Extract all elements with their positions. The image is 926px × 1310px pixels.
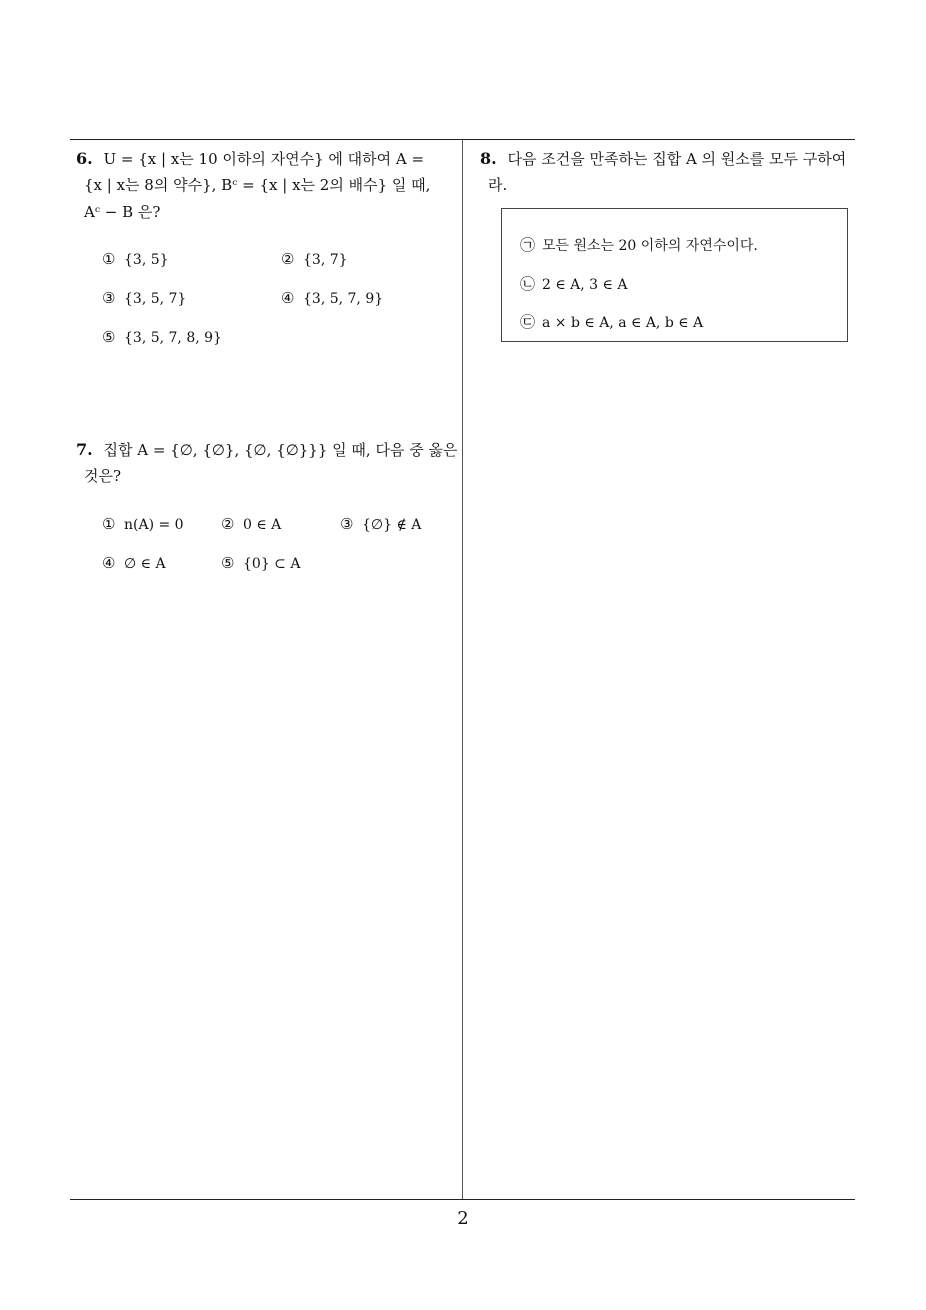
choice-text: {3, 7} [303, 252, 348, 268]
condition-1 [520, 234, 758, 255]
column-divider [462, 139, 463, 1200]
q7-choice-4[interactable] [102, 554, 166, 572]
condition-text: 2 ∈ A, 3 ∈ A [542, 277, 628, 293]
question-number: 8. [480, 149, 497, 168]
choice-number: ② [221, 515, 235, 533]
choice-text: {0} ⊂ A [243, 556, 301, 572]
question-text: U = {x | x는 10 이하의 자연수} 에 대하여 A = [103, 150, 425, 168]
q6-choice-4[interactable] [281, 289, 383, 307]
choice-text: 0 ∈ A [243, 517, 282, 533]
question-6-line-2: {x | x는 8의 약수}, Bᶜ = {x | x는 2의 배수} 일 때, [84, 176, 431, 194]
question-7 [76, 436, 456, 490]
q7-choice-3[interactable] [340, 515, 421, 533]
question-text: 다음 조건을 만족하는 집합 A 의 원소를 모두 구하여 [507, 150, 847, 168]
choice-text: ∅ ∈ A [124, 556, 166, 572]
choice-text: {∅} ∉ A [362, 517, 422, 533]
q6-choice-3[interactable] [102, 289, 186, 307]
question-6 [76, 145, 456, 226]
choice-text: n(A) = 0 [124, 517, 184, 533]
q7-choice-2[interactable] [221, 515, 281, 533]
question-8-line-2: 라. [488, 176, 508, 194]
q6-choice-5[interactable] [102, 328, 222, 346]
question-number: 7. [76, 440, 93, 459]
condition-mark: ㉠ [520, 236, 536, 254]
choice-text: {3, 5, 7, 8, 9} [124, 330, 222, 346]
condition-2 [520, 273, 627, 294]
choice-text: {3, 5} [124, 252, 169, 268]
q6-choice-2[interactable] [281, 250, 348, 268]
question-8 [480, 145, 860, 199]
conditions-box [501, 208, 848, 342]
bottom-rule [70, 1199, 855, 1200]
condition-text: a × b ∈ A, a ∈ A, b ∈ A [542, 315, 704, 331]
condition-mark: ㉡ [520, 275, 536, 293]
choice-text: {3, 5, 7} [124, 291, 187, 307]
condition-3 [520, 311, 703, 332]
choice-number: ③ [340, 515, 354, 533]
condition-text: 모든 원소는 20 이하의 자연수이다. [542, 238, 758, 254]
question-6-line-1 [76, 145, 456, 172]
question-text: 집합 A = {∅, {∅}, {∅, {∅}}} 일 때, 다음 중 옳은 [103, 441, 458, 459]
question-8-line-1 [480, 145, 860, 172]
choice-number: ⑤ [102, 328, 116, 346]
question-number: 6. [76, 149, 93, 168]
question-7-line-2: 것은? [84, 467, 122, 485]
question-7-line-1 [76, 436, 456, 463]
choice-text: {3, 5, 7, 9} [303, 291, 384, 307]
question-6-line-3: Aᶜ − B 은? [84, 203, 161, 221]
condition-mark: ㉢ [520, 313, 536, 331]
q7-choice-5[interactable] [221, 554, 300, 572]
choice-number: ① [102, 250, 116, 268]
q7-choice-1[interactable] [102, 515, 184, 533]
choice-number: ② [281, 250, 295, 268]
choice-number: ③ [102, 289, 116, 307]
choice-number: ④ [281, 289, 295, 307]
q6-choice-1[interactable] [102, 250, 169, 268]
choice-number: ① [102, 515, 116, 533]
page-number: 2 [457, 1208, 469, 1229]
choice-number: ⑤ [221, 554, 235, 572]
choice-number: ④ [102, 554, 116, 572]
